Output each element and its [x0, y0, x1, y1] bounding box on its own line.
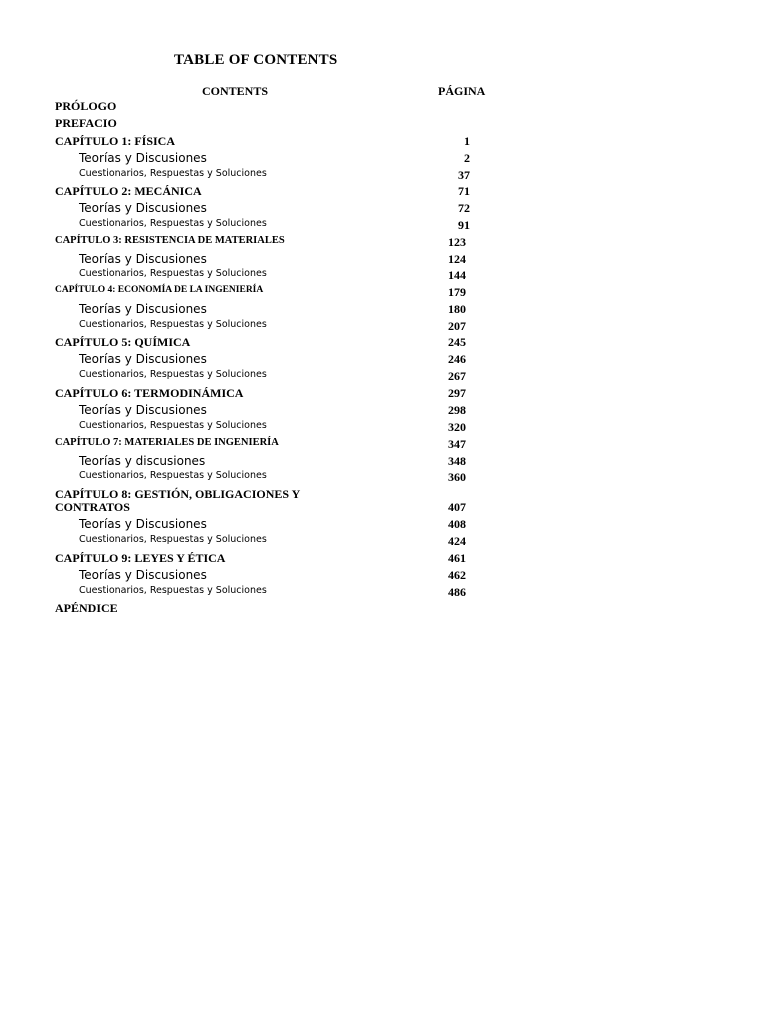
page-column-header: PÁGINA: [438, 84, 486, 98]
page-number: 91: [458, 218, 470, 232]
section-label: Teorías y Discusiones: [79, 403, 207, 417]
page-number: 348: [448, 454, 466, 468]
page-number: 320: [448, 420, 466, 434]
section-label: Teorías y Discusiones: [79, 517, 207, 531]
section-label: Cuestionarios, Respuestas y Soluciones: [79, 534, 267, 545]
chapter-label: CAPÍTULO 4: ECONOMÍA DE LA INGENIERÍA: [55, 285, 264, 295]
section-label: Cuestionarios, Respuestas y Soluciones: [79, 585, 267, 596]
page-number: 207: [448, 319, 466, 333]
contents-column-header: CONTENTS: [202, 84, 269, 98]
section-label: Teorías y Discusiones: [79, 151, 207, 165]
page-number: 123: [448, 235, 466, 249]
section-label: Cuestionarios, Respuestas y Soluciones: [79, 168, 267, 179]
page-number: 2: [464, 151, 470, 165]
section-label: Cuestionarios, Respuestas y Soluciones: [79, 369, 267, 380]
section-label: Cuestionarios, Respuestas y Soluciones: [79, 420, 267, 431]
section-label: Teorías y discusiones: [79, 454, 206, 468]
page-number: 144: [448, 268, 466, 282]
page-number: 245: [448, 335, 466, 349]
page-number: 124: [448, 252, 466, 266]
chapter-label: CAPÍTULO 7: MATERIALES DE INGENIERÍA: [55, 437, 279, 448]
page-number: 180: [448, 302, 466, 316]
page-number: 71: [458, 184, 470, 198]
page-number: 408: [448, 517, 466, 531]
section-label: Teorías y Discusiones: [79, 302, 207, 316]
page-title: TABLE OF CONTENTS: [174, 52, 338, 68]
page-number: 1: [464, 134, 470, 148]
entry-label: APÉNDICE: [55, 601, 118, 615]
page-number: 246: [448, 352, 466, 366]
page-number: 179: [448, 285, 466, 299]
section-label: Teorías y Discusiones: [79, 568, 207, 582]
chapter-label: CAPÍTULO 3: RESISTENCIA DE MATERIALES: [55, 235, 285, 246]
page-number: 37: [458, 168, 470, 182]
page-number: 297: [448, 386, 466, 400]
entry-label: PREFACIO: [55, 116, 117, 130]
entry-label: PRÓLOGO: [55, 99, 117, 113]
page-number: 72: [458, 201, 470, 215]
section-label: Cuestionarios, Respuestas y Soluciones: [79, 268, 267, 279]
chapter-label: CAPÍTULO 9: LEYES Y ÉTICA: [55, 551, 226, 565]
page-number: 298: [448, 403, 466, 417]
section-label: Teorías y Discusiones: [79, 252, 207, 266]
section-label: Teorías y Discusiones: [79, 352, 207, 366]
section-label: Cuestionarios, Respuestas y Soluciones: [79, 470, 267, 481]
chapter-label: CAPÍTULO 5: QUÍMICA: [55, 335, 191, 349]
page-number: 486: [448, 585, 466, 599]
page-number: 267: [448, 369, 466, 383]
chapter-label: CAPÍTULO 2: MECÁNICA: [55, 184, 202, 198]
page-number: 424: [448, 534, 466, 548]
page-number: 407: [448, 500, 466, 514]
page-number: 461: [448, 551, 466, 565]
chapter-label-continued: CONTRATOS: [55, 500, 130, 514]
page-number: 462: [448, 568, 466, 582]
section-label: Cuestionarios, Respuestas y Soluciones: [79, 319, 267, 330]
section-label: Cuestionarios, Respuestas y Soluciones: [79, 218, 267, 229]
section-label: Teorías y Discusiones: [79, 201, 207, 215]
page-number: 347: [448, 437, 466, 451]
chapter-label: CAPÍTULO 1: FÍSICA: [55, 134, 176, 148]
page-number: 360: [448, 470, 466, 484]
chapter-label: CAPÍTULO 6: TERMODINÁMICA: [55, 386, 244, 400]
chapter-label: CAPÍTULO 8: GESTIÓN, OBLIGACIONES Y: [55, 487, 301, 501]
